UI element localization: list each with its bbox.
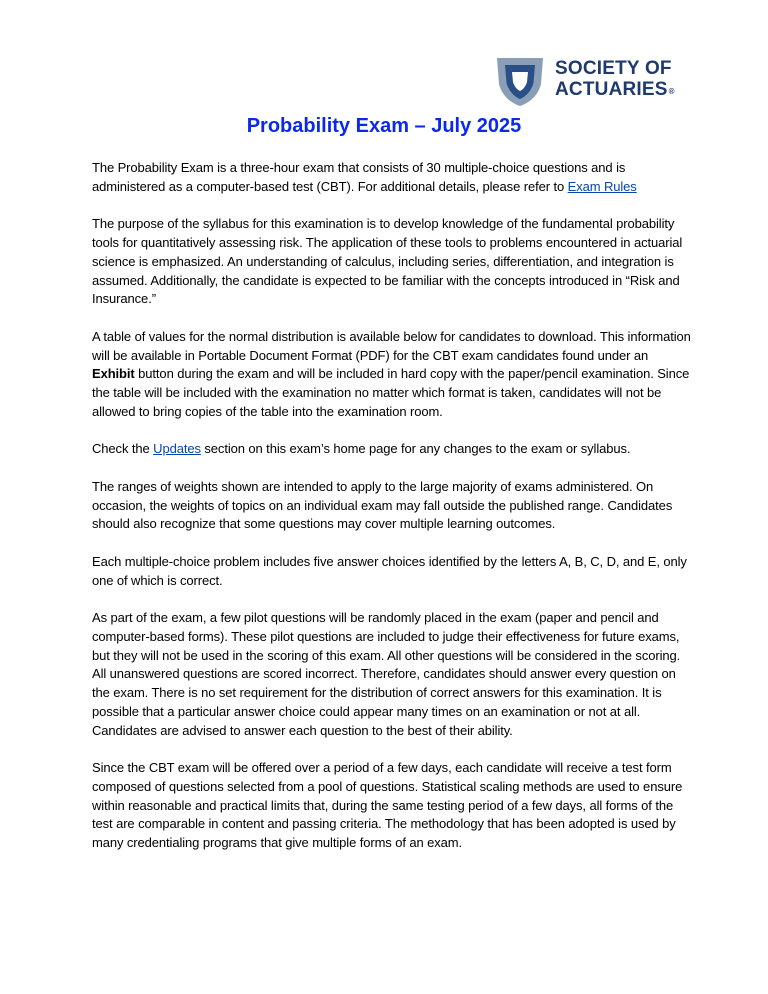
paragraph-updates-b: section on this exam’s home page for any changes to the exam or syllabus. (200, 441, 631, 457)
logo-line-2-text: ACTUARIES (555, 79, 668, 100)
soa-logo (491, 52, 681, 110)
document-body (92, 159, 692, 872)
paragraph-normal-table-b: button during the exam and will be included in hard copy with the paper/pencil examination. Since the table will be included with the examination no matter which format is taken, candidates will not be allowed to bring copies of the table into the examination room. (92, 366, 690, 419)
paragraph-weights: The ranges of weights shown are intended to apply to the large majority of exams administered. On occasion, the weights of topics on an individual exam may fall outside the published range. Candidates should also recognize that some questions may cover multiple learning outcomes. (92, 478, 673, 532)
paragraph-updates-a: Check the (92, 441, 154, 457)
paragraph-purpose: The purpose of the syllabus for this examination is to develop knowledge of the fundamental probability tools for quantitatively assessing risk. The application of these tools to problems encountered in actuarial science is emphasized. An understanding of calculus, including series, differentiation, and integration is assumed. Additionally, the candidate is expected to be familiar with the concepts introduced in “Risk and Insurance.” (92, 216, 683, 307)
registered-mark: ® (668, 87, 675, 96)
logo-line-2 (555, 79, 675, 102)
logo-line-1: SOCIETY OF (555, 58, 672, 79)
updates-link[interactable]: Updates (153, 441, 201, 457)
paragraph-normal-table-a: A table of values for the normal distribution is available below for candidates to download. This information will be available in Portable Document Format (PDF) for the CBT exam candidates found under an (92, 328, 691, 363)
paragraph-pilot-questions: As part of the exam, a few pilot questions will be randomly placed in the exam (paper and pencil and computer-based forms). These pilot questions are included to judge their effectiveness for future exams, but they will not be used in the scoring of this exam. All other questions will be considered in the scoring. All unanswered questions are scored incorrect. Therefore, candidates should answer every question on the exam. There is no set requirement for the distribution of correct answers for this examination. It is possible that a particular answer choice could appear many times on an examination or not at all. Candidates are advised to answer each question to the best of their ability. (92, 609, 681, 738)
shield-logo-icon (491, 52, 549, 108)
paragraph-intro (92, 159, 692, 197)
logo-wordmark (555, 58, 675, 102)
paragraph-cbt-forms: Since the CBT exam will be offered over a period of a few days, each candidate will receive a test form composed of questions selected from a pool of questions. Statistical scaling methods are used to ensure within reasonable and practical limits that, during the same testing period of a few days, all forms of the test are comparable in content and passing criteria. The methodology that has been adopted is used by many credentialing programs that give multiple forms of an exam. (92, 760, 683, 851)
paragraph-answer-choices: Each multiple-choice problem includes five answer choices identified by the letters A, B, C, D, and E, only one of which is correct. (92, 553, 687, 588)
exhibit-bold: Exhibit (92, 366, 135, 382)
paragraph-normal-table (92, 328, 692, 422)
paragraph-intro-text: The Probability Exam is a three-hour exam that consists of 30 multiple-choice questions and is administered as a computer-based test (CBT). For additional details, please refer to (92, 160, 626, 194)
paragraph-updates (92, 440, 692, 459)
exam-rules-link[interactable]: Exam Rules (567, 178, 637, 194)
page-title: Probability Exam – July 2025 (246, 115, 522, 137)
